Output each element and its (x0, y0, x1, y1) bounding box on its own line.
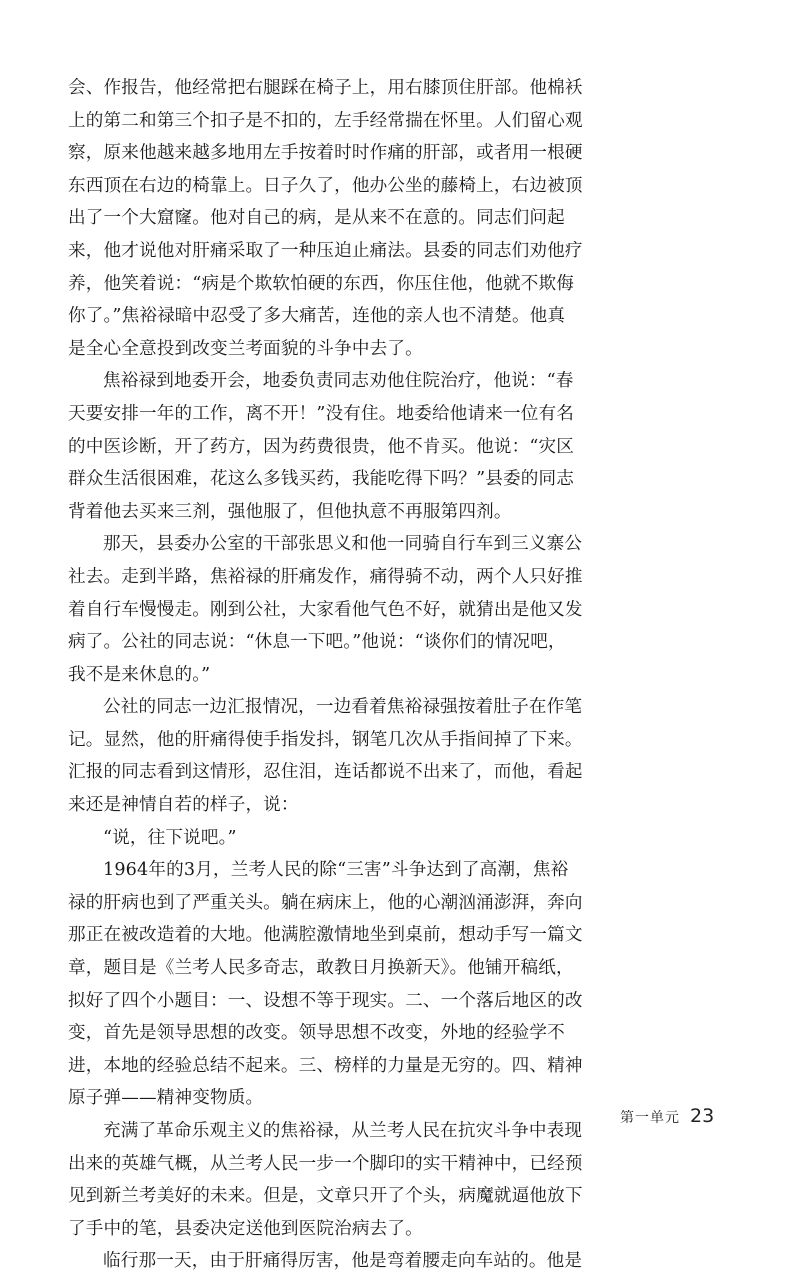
text-line: 病了。公社的同志说：“休息一下吧。”他说：“谈你们的情况吧， (68, 632, 566, 653)
text-line: 来，他才说他对肝痛采取了一种压迫止痛法。县委的同志们劝他疗 (68, 240, 583, 261)
body-text (68, 72, 583, 1278)
unit-label: 第一单元 (620, 1110, 680, 1126)
text-line: 养，他笑着说：“病是个欺软怕硬的东西，你压住他，他就不欺侮 (68, 273, 574, 294)
text-line: 东西顶在右边的椅靠上。日子久了，他办公坐的藤椅上，右边被顶 (68, 175, 583, 196)
text-line: 出了一个大窟窿。他对自己的病，是从来不在意的。同志们问起 (68, 208, 565, 229)
text-line: 记。显然，他的肝痛得使手指发抖，钢笔几次从手指间掉了下来。 (68, 729, 583, 750)
text-line: 了手中的笔，县委决定送他到医院治病去了。 (68, 1218, 423, 1239)
text-line: 你了。”焦裕禄暗中忍受了多大痛苦，连他的亲人也不清楚。他真 (68, 306, 566, 327)
text-line: 章，题目是《兰考人民多奇志，敢教日月换新天》。他铺开稿纸， (68, 958, 574, 979)
text-line: 上的第二和第三个扣子是不扣的，左手经常揣在怀里。人们留心观 (68, 110, 583, 131)
text-line: 是全心全意投到改变兰考面貌的斗争中去了。 (68, 338, 423, 359)
text-line: 汇报的同志看到这情形，忍住泪，连话都说不出来了，而他，看起 (68, 762, 583, 783)
text-line: 充满了革命乐观主义的焦裕禄，从兰考人民在抗灾斗争中表现 (103, 1121, 583, 1141)
text-line: 的中医诊断，开了药方，因为药费很贵，他不肯买。他说：“灾区 (68, 436, 574, 457)
text-line: 公社的同志一边汇报情况，一边看着焦裕禄强按着肚子在作笔 (103, 697, 583, 718)
text-line: 察，原来他越来越多地用左手按着时时作痛的肝部，或者用一根硬 (68, 143, 583, 164)
text-line: 会、作报告，他经常把右腿踩在椅子上，用右膝顶住肝部。他棉袄 (68, 78, 583, 98)
text-line: 那天，县委办公室的干部张思义和他一同骑自行车到三义寨公 (103, 534, 583, 555)
text-line: 着自行车慢慢走。刚到公社，大家看他气色不好，就猜出是他又发 (68, 599, 583, 620)
text-line: 拟好了四个小题目：一、设想不等于现实。二、一个落后地区的改 (68, 990, 583, 1011)
text-line: 焦裕禄到地委开会，地委负责同志劝他住院治疗，他说：“春 (103, 371, 574, 392)
text-line: 群众生活很困难，花这么多钱买药，我能吃得下吗？”县委的同志 (68, 469, 574, 490)
page-footer (620, 1105, 740, 1127)
text-line: 进，本地的经验总结不起来。三、榜样的力量是无穷的。四、精神 (68, 1055, 583, 1076)
text-line: 1964年的3月，兰考人民的除“三害”斗争达到了高潮，焦裕 (103, 860, 569, 881)
text-line: 出来的英雄气概，从兰考人民一步一个脚印的实干精神中，已经预 (68, 1153, 583, 1174)
text-line: 社去。走到半路，焦裕禄的肝痛发作，痛得骑不动，两个人只好推 (68, 566, 583, 587)
text-line: 背着他去买来三剂，强他服了，但他执意不再服第四剂。 (68, 501, 512, 522)
text-line: 变，首先是领导思想的改变。领导思想不改变，外地的经验学不 (68, 1023, 565, 1044)
text-line: 见到新兰考美好的未来。但是，文章只开了个头，病魔就逼他放下 (68, 1186, 583, 1207)
text-line: 禄的肝病也到了严重关头。躺在病床上，他的心潮汹涌澎湃，奔向 (68, 892, 583, 913)
text-line: 临行那一天，由于肝痛得厉害，他是弯着腰走向车站的。他是 (103, 1251, 583, 1272)
page-number: 23 (690, 1105, 715, 1127)
text-line: “说，往下说吧。” (103, 827, 237, 848)
text-line: 那正在被改造着的大地。他满腔激情地坐到桌前，想动手写一篇文 (68, 925, 583, 946)
text-line: 来还是神情自若的样子，说： (68, 795, 299, 816)
text-line: 原子弹——精神变物质。 (68, 1088, 264, 1109)
text-line: 天要安排一年的工作，离不开！”没有住。地委给他请来一位有名 (68, 403, 574, 424)
text-line: 我不是来休息的。” (68, 664, 211, 685)
